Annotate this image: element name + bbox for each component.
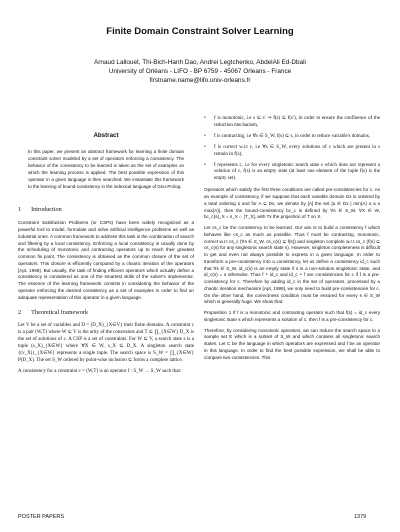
author-names: Arnaud Lallouet, Thi-Bich-Hanh Dao, Andrei Legtchenko, AbdelAli Ed-Dbali — [94, 59, 306, 66]
section-heading-introduction — [18, 206, 194, 213]
abstract-text: In this paper, we present an abstract framework for learning a finite domain constraint solver modeled by a set of operators enforcing a consistency. The behavior of the consistency to be learned is taken as the set of examples on which the learning process is applied. The best possible expression of this operator in a given language is then searched. We instantiate this framework to the learning of bound-consistency in the indexical language of Gnu-Prolog. — [28, 149, 184, 189]
bullet-icon: • — [204, 144, 206, 150]
section-title: Theoretical framework — [31, 309, 88, 317]
author-affiliation: University of Orléans - LIFO - BP 6759 - 45067 Orleans - France — [108, 68, 292, 75]
author-block — [0, 58, 400, 85]
right-column — [204, 116, 380, 365]
section-number: 1 — [18, 206, 22, 214]
section-title: Introduction — [31, 206, 62, 214]
list-item: • f represents c, i.e for every singletonic search state s which does not represent a solution of c, f(s) is an empty state (at least one element of the tuple f(s) is the empty set). — [204, 162, 380, 182]
theory-paragraph-1: Let V be a set of variables and D = (D_X)_{X∈V} their finite domains. A constraint c is a pair (W,T) where W ⊆ V is the arity of the constraints and T ⊆ ∏_{X∈W} D_X is the set of solutions of c. A CSP is a set of constraints. For W ⊆ V, a search state s is a tuple (s_X)_{X∈W} where ∀X ∈ W, s_X ⊆ D_X. A singleton search state {(v_X)}_{X∈W} represents a single tuple. The search space is S_W = ∏_{X∈W} P(D_X). The set S_W ordered by point-wise inclusion ⊆ forms a complete lattice. — [18, 323, 194, 363]
body-paragraph-2: Let cs_c be the consistency to be learned. Our aim is to build a consistency f which behaves like cs_c as much as possible. Thus f must be contracting, monotonic, correct w.r.t cs_c (∀s ∈ S_W, cs_c(s) ⊆ f(s)) and singleton complete w.r.t cs_c (f(s) ⊆ cs_c(s) for any singletonic search state s). However, singleton completeness is difficult to get and even not always possible to express in a given language. In order to transform a pre-consistency into a consistency, let us define a consistency id_c such that ∀s ∈ S_W, id_c(s) is an empty state if s is a non-solution singletonic state, and id_c(s) = s otherwise. Thus f ∘ id_c and id_c ∘ f are consistencies for c if f is a pre-consistency for c. Therefore by adding id_c in the set of operators, processed by a chaotic iteration mechanism [Apt, 1999], we only need to build pre-consistencies for c. On the other hand, the correctness condition must be ensured for every s ∈ S_W which is generally huge. We show that: — [204, 225, 380, 305]
left-column — [18, 132, 194, 379]
list-item: • f is correct w.r.t c, i.e ∀s ∈ S_W, every solutions of c which are present in s remain in f(s), — [204, 144, 380, 157]
section-heading-theory — [18, 309, 194, 316]
section-number: 2 — [18, 309, 22, 317]
proposition-1: Proposition 1 If f is a monotonic and contracting operator such that f(s) = id_c every singletonic state s which represents a solution of c, then f is a pre-consistency for c. — [204, 310, 380, 322]
abstract-heading: Abstract — [93, 132, 119, 139]
bullet-icon: • — [204, 133, 206, 139]
body-paragraph-1: Operators which satisfy the first three conditions are called pre-consistencies for c. As an example of consistency, if we suppose that each variable domain Dx is ordered by a total ordering ≤ and for A ⊆ Dx, we denote by [A] the set {a ∈ Dx | min(A) ≤ a ≤ max(A)}, then the bound-consistency bc_c is defined by ∀s ∈ S_W, ∀X ∈ W, bc_c(s)_X = s_X ∩ [T_X], with Tx the projection of T on X. — [204, 187, 380, 220]
body-paragraph-3: Therefore, by considering monotonic operators, we can reduce the search space to a sample set E which is a subset of S_W and which contains all singletonic search states. Let C be the language in which operators are expressed and f be an operator in this language. In order to find the best possible expression, we shall be able to compare two consistencies. This — [204, 327, 380, 360]
list-item: • f is contracting, i.e ∀s ∈ S_W, f(s) ⊆ s, in order to reduce variable's domains, — [204, 133, 370, 139]
author-email: firstname.name@lifo.univ-orleans.fr — [149, 77, 251, 84]
intro-paragraph: Constraint Satisfaction Problems (or CSPs) have been widely recognized as a powerful tool to model, formulate and solve artificial intelligence problems as well as industrial ones. A common framework to address this task is the combination of search and filtering by a local consistency. Enforcing a local consistency is usually done by the scheduling of monotonic and contracting operators up to reach their greatest common fix point. The consistency is obtained as the common closure of the set of operators. This closure is efficiently computed by a chaotic iteration of the operators [Apt, 1999]. But usually, the task of finding efficient operators which actually define a consistency is considered as one of the smartest skills of the solver's implementor. The essence of the learning framework consists in considering the behavior of the operator enforcing the desired consistency as a set of examples in order to find an adequate representation of this operator in a given language. — [18, 220, 194, 300]
page-number: 1379 — [354, 514, 367, 520]
bullet-icon: • — [204, 116, 206, 121]
footer-label: POSTER PAPERS — [18, 514, 65, 520]
paper-title: Finite Domain Constraint Solver Learning — [106, 26, 294, 37]
theory-paragraph-2: A consistency for a constraint c = (W,T) is an operator f : S_W → S_W such that: — [18, 368, 182, 374]
list-item: • f is monotonic, i.e s ⊆ s′ ⇒ f(s) ⊆ f(s′), in order to ensure the confluence of the reduction mechanism, — [204, 116, 380, 128]
bullet-icon: • — [204, 162, 206, 168]
